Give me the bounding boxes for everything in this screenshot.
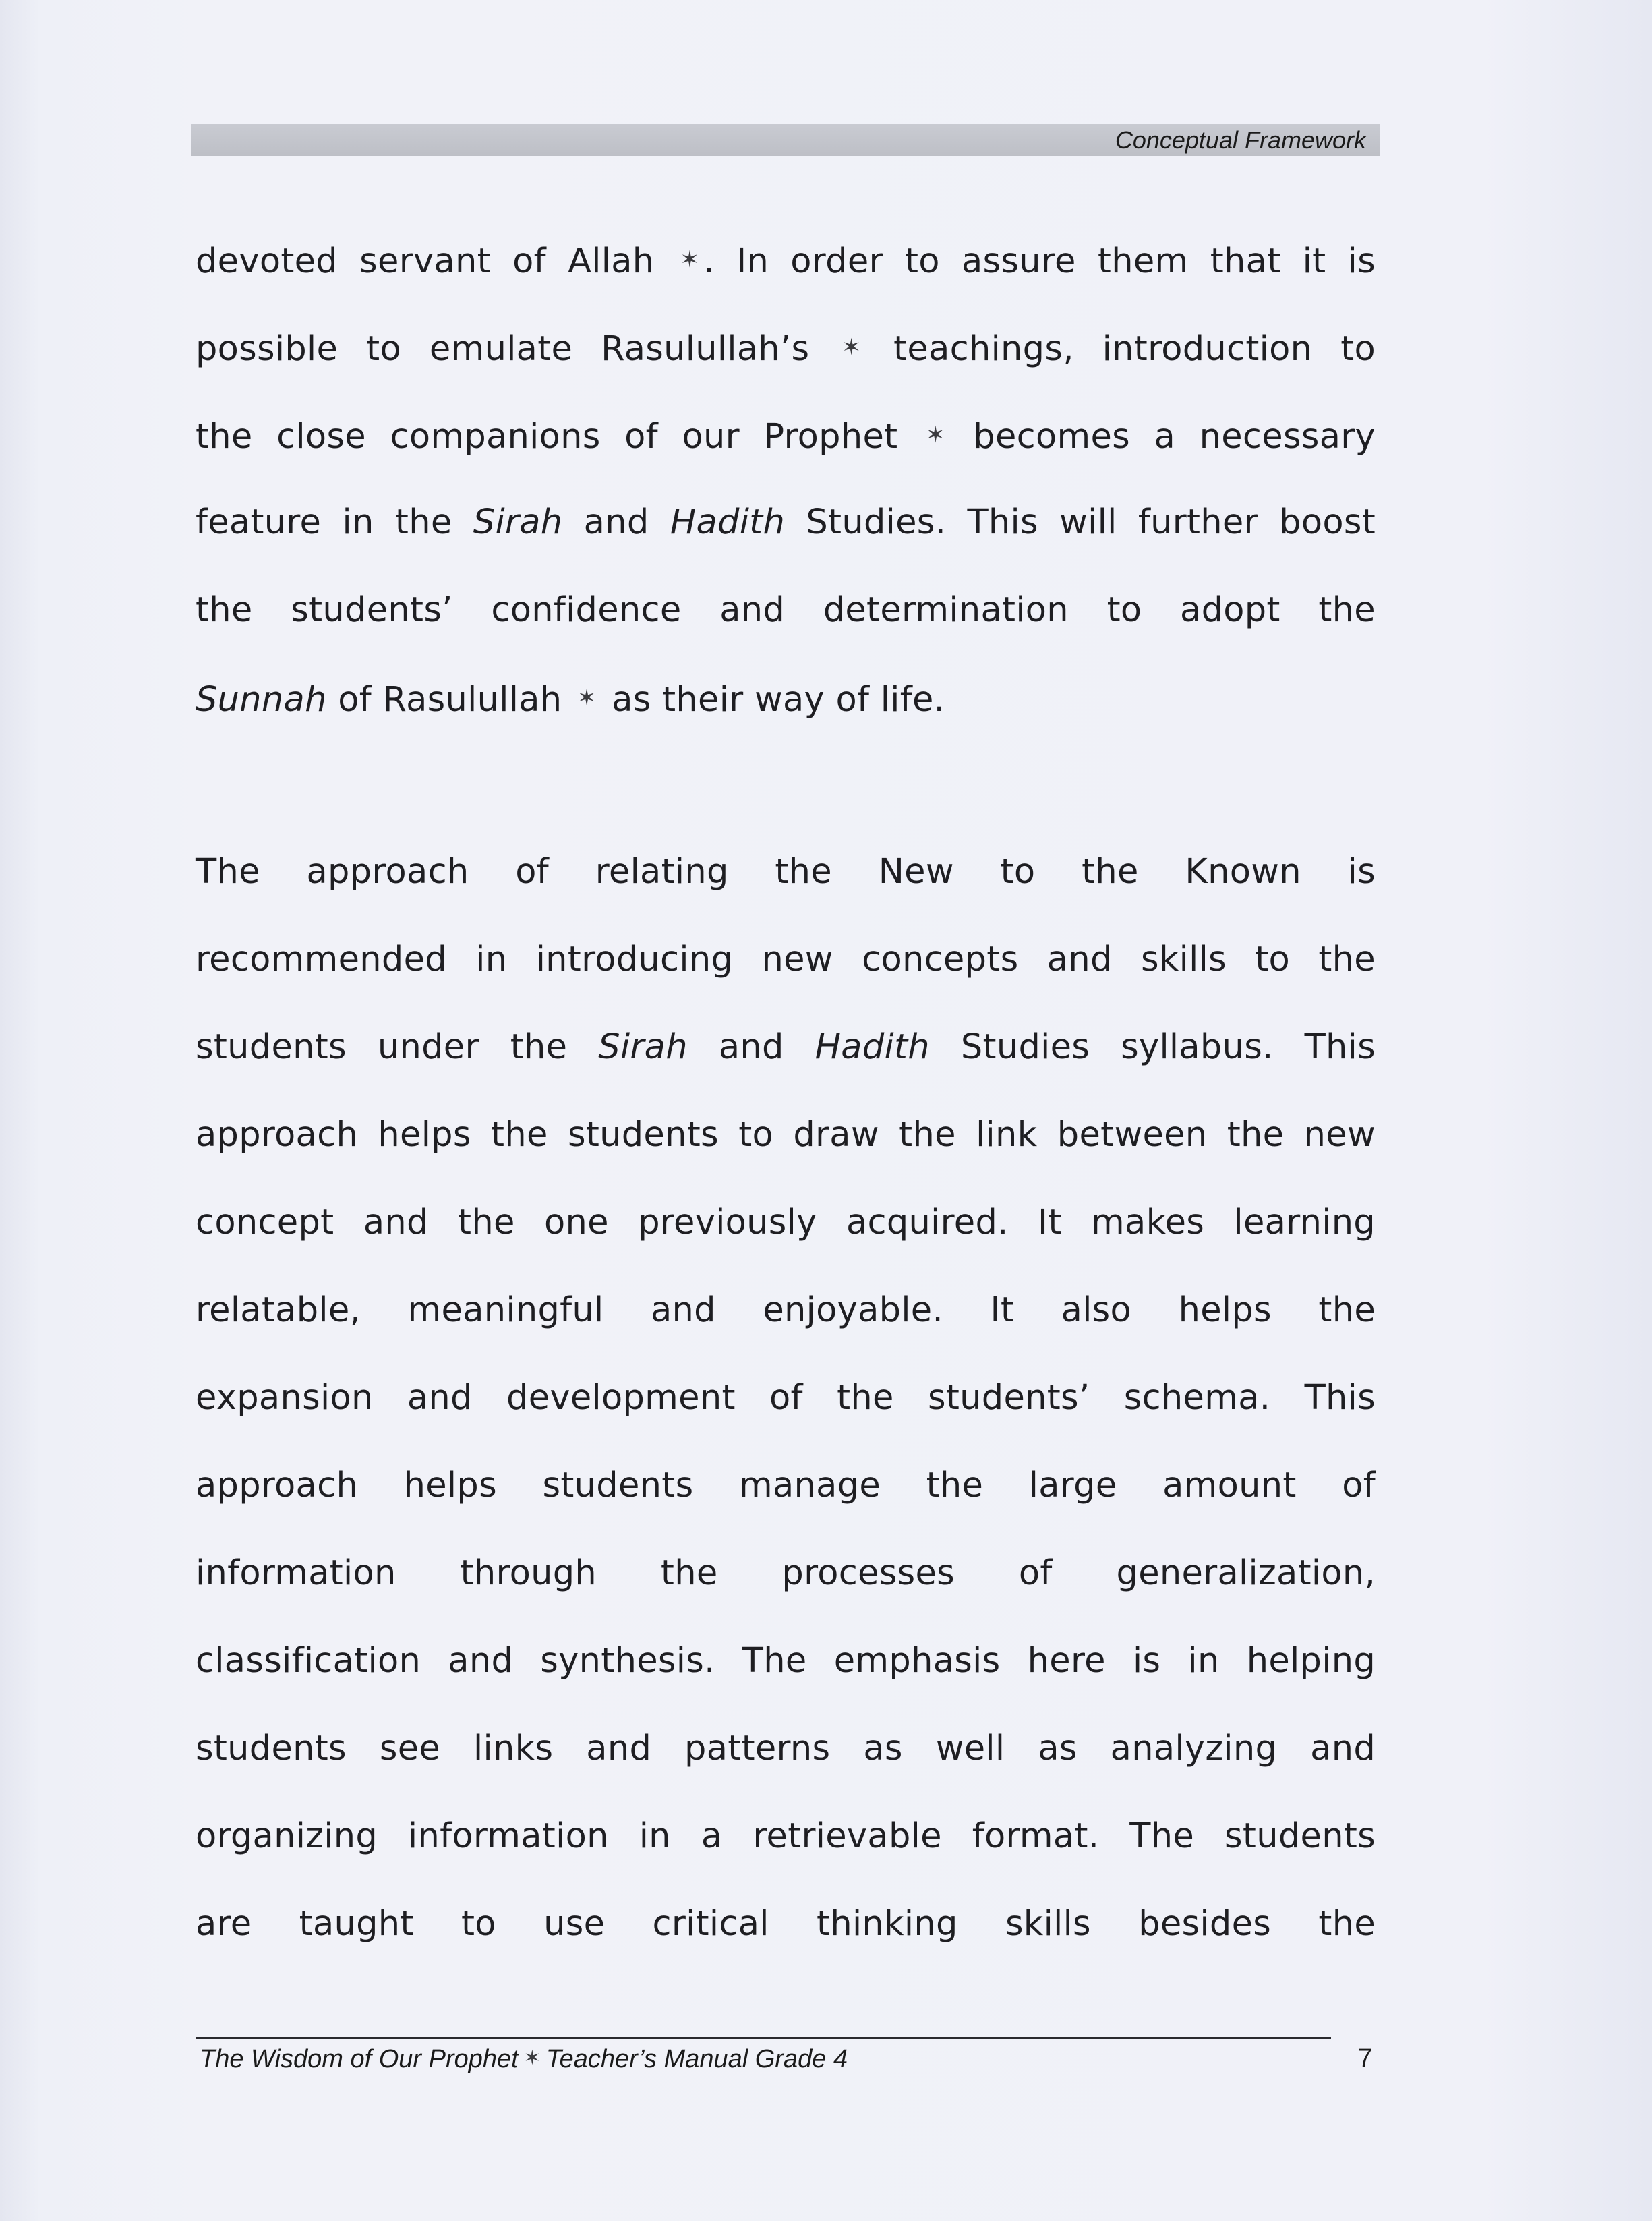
honorific-icon: ✶ <box>523 2047 541 2069</box>
paragraph-2-line-8: approach helps students manage the large amount of <box>196 1466 1376 1505</box>
paragraph-2-line-9: information through the processes of generalization, <box>196 1553 1376 1593</box>
honorific-icon: ✶ <box>577 685 597 712</box>
paragraph-2-line-13: are taught to use critical thinking skills besides the <box>196 1904 1376 1944</box>
term-sirah: Sirah <box>473 502 563 542</box>
paragraph-1-line-6: Sunnah of Rasulullah ✶ as their way of life. <box>196 654 1376 742</box>
honorific-icon: ✶ <box>925 422 945 449</box>
paragraph-2-line-4: approach helps the students to draw the link between the new <box>196 1115 1376 1155</box>
paragraph-2-line-7: expansion and development of the students’ schema. This <box>196 1378 1376 1418</box>
paragraph-2-line-10: classification and synthesis. The emphasis here is in helping <box>196 1641 1376 1681</box>
running-header-bar <box>191 124 1380 156</box>
term-sunnah: Sunnah <box>196 680 327 720</box>
footer-divider <box>196 2037 1331 2039</box>
paragraph-2 <box>196 828 1376 1968</box>
paragraph-1-line-4: feature in the Sirah and Hadith Studies. This will further boost <box>196 502 1376 542</box>
paragraph-1-line-5: the students’ confidence and determination to adopt the <box>196 590 1376 630</box>
paragraph-2-line-6: relatable, meaningful and enjoyable. It also helps the <box>196 1290 1376 1330</box>
honorific-icon: ✶ <box>680 246 700 273</box>
honorific-icon: ✶ <box>842 334 862 361</box>
paragraph-1 <box>196 216 1376 742</box>
paragraph-2-line-5: concept and the one previously acquired. It makes learning <box>196 1203 1376 1242</box>
paragraph-2-line-2: recommended in introducing new concepts and skills to the <box>196 940 1376 979</box>
page-number: 7 <box>1358 2044 1373 2073</box>
footer-book-title: The Wisdom of Our Prophet ✶ Teacher’s Manual Grade 4 <box>200 2045 848 2073</box>
paragraph-2-line-1: The approach of relating the New to the Known is <box>196 852 1376 892</box>
term-sirah: Sirah <box>598 1027 688 1067</box>
paragraph-1-line-3: the close companions of our Prophet ✶ becomes a necessary <box>196 391 1376 479</box>
paragraph-2-line-3: students under the Sirah and Hadith Studies syllabus. This <box>196 1027 1376 1067</box>
paragraph-1-line-1: devoted servant of Allah ✶ . In order to assure them that it is <box>196 216 1376 304</box>
term-hadith: Hadith <box>815 1027 930 1067</box>
term-hadith: Hadith <box>670 502 786 542</box>
paragraph-1-line-2: possible to emulate Rasulullah’s ✶ teachings, introduction to <box>196 304 1376 391</box>
paragraph-2-line-11: students see links and patterns as well as analyzing and <box>196 1729 1376 1768</box>
paragraph-2-line-12: organizing information in a retrievable format. The students <box>196 1816 1376 1856</box>
section-title: Conceptual Framework <box>1115 126 1366 154</box>
